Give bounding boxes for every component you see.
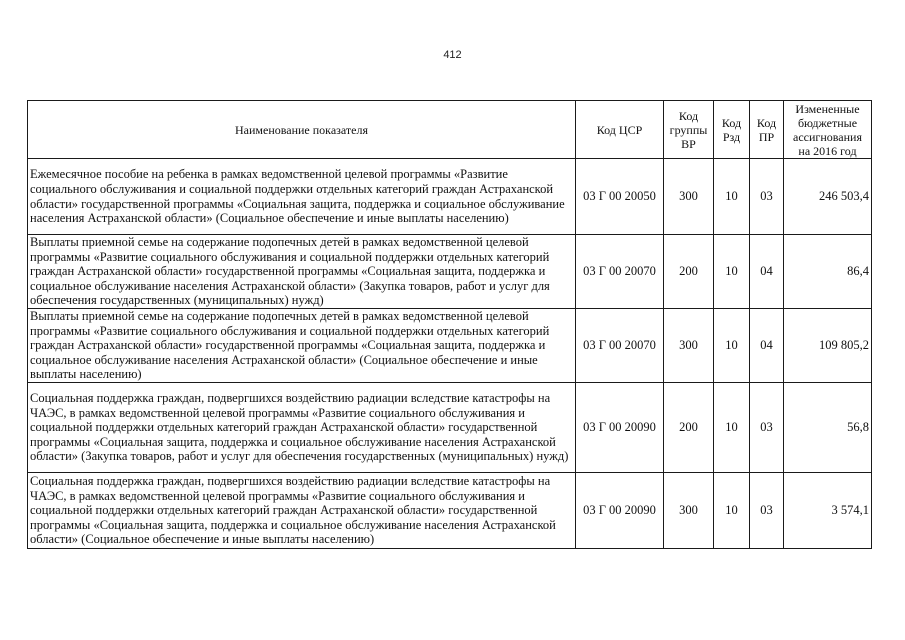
table-row xyxy=(28,472,872,548)
cell-rzd: 10 xyxy=(714,159,750,235)
page-number: 412 xyxy=(443,49,462,61)
header-csr: Код ЦСР xyxy=(576,101,664,159)
cell-name: Выплаты приемной семье на содержание подопечных детей в рамках ведомственной целевой программы «Развитие социального обслуживания и социальной поддержки отдельных категорий граждан Астраханской области» государственной программы «Социальная защита, поддержка и социальное обслуживание населения Астраханской области» (Социальное обеспечение и иные выплаты населению) xyxy=(28,308,576,382)
cell-rzd: 10 xyxy=(714,472,750,548)
cell-csr: 03 Г 00 20050 xyxy=(576,159,664,235)
cell-csr: 03 Г 00 20070 xyxy=(576,235,664,309)
table-row xyxy=(28,235,872,309)
cell-vr: 300 xyxy=(664,159,714,235)
budget-table xyxy=(27,100,872,549)
cell-name: Выплаты приемной семье на содержание подопечных детей в рамках ведомственной целевой программы «Развитие социального обслуживания и социальной поддержки отдельных категорий граждан Астраханской области» государственной программы «Социальная защита, поддержка и социальное обслуживание населения Астраханской области» (Закупка товаров, работ и услуг для обеспечения государственных (муниципальных) нужд) xyxy=(28,235,576,309)
cell-vr: 200 xyxy=(664,235,714,309)
header-name: Наименование показателя xyxy=(28,101,576,159)
table-row xyxy=(28,382,872,472)
cell-amount: 109 805,2 xyxy=(784,308,872,382)
cell-pr: 03 xyxy=(750,159,784,235)
cell-amount: 86,4 xyxy=(784,235,872,309)
table-header-row xyxy=(28,101,872,159)
cell-name: Ежемесячное пособие на ребенка в рамках ведомственной целевой программы «Развитие социального обслуживания и социальной поддержки отдельных категорий граждан Астраханской области» государственной программы «Социальная защита, поддержка и социальное обслуживание населения Астраханской области» (Социальное обеспечение и иные выплаты населению) xyxy=(28,159,576,235)
table-row xyxy=(28,308,872,382)
cell-amount: 246 503,4 xyxy=(784,159,872,235)
header-rzd: Код Рзд xyxy=(714,101,750,159)
cell-csr: 03 Г 00 20090 xyxy=(576,382,664,472)
header-amount: Измененные бюджетные ассигнования на 2016 год xyxy=(784,101,872,159)
cell-rzd: 10 xyxy=(714,235,750,309)
cell-vr: 300 xyxy=(664,472,714,548)
header-pr: Код ПР xyxy=(750,101,784,159)
header-vr: Код группы ВР xyxy=(664,101,714,159)
table-row xyxy=(28,159,872,235)
cell-rzd: 10 xyxy=(714,308,750,382)
cell-pr: 03 xyxy=(750,472,784,548)
cell-pr: 04 xyxy=(750,308,784,382)
cell-vr: 200 xyxy=(664,382,714,472)
cell-name: Социальная поддержка граждан, подвергшихся воздействию радиации вследствие катастрофы на ЧАЭС, в рамках ведомственной целевой программы «Развитие социального обслуживания и социальной поддержки отдельных категорий граждан Астраханской области» государственной программы «Социальная защита, поддержка и социальное обслуживание населения Астраханской области» (Закупка товаров, работ и услуг для обеспечения государственных (муниципальных) нужд) xyxy=(28,382,576,472)
cell-vr: 300 xyxy=(664,308,714,382)
cell-csr: 03 Г 00 20070 xyxy=(576,308,664,382)
cell-pr: 03 xyxy=(750,382,784,472)
cell-amount: 56,8 xyxy=(784,382,872,472)
cell-rzd: 10 xyxy=(714,382,750,472)
cell-pr: 04 xyxy=(750,235,784,309)
cell-name: Социальная поддержка граждан, подвергшихся воздействию радиации вследствие катастрофы на ЧАЭС, в рамках ведомственной целевой программы «Развитие социального обслуживания и социальной поддержки отдельных категорий граждан Астраханской области» государственной программы «Социальная защита, поддержка и социальное обслуживание населения Астраханской области» (Социальное обеспечение и иные выплаты населению) xyxy=(28,472,576,548)
cell-amount: 3 574,1 xyxy=(784,472,872,548)
cell-csr: 03 Г 00 20090 xyxy=(576,472,664,548)
